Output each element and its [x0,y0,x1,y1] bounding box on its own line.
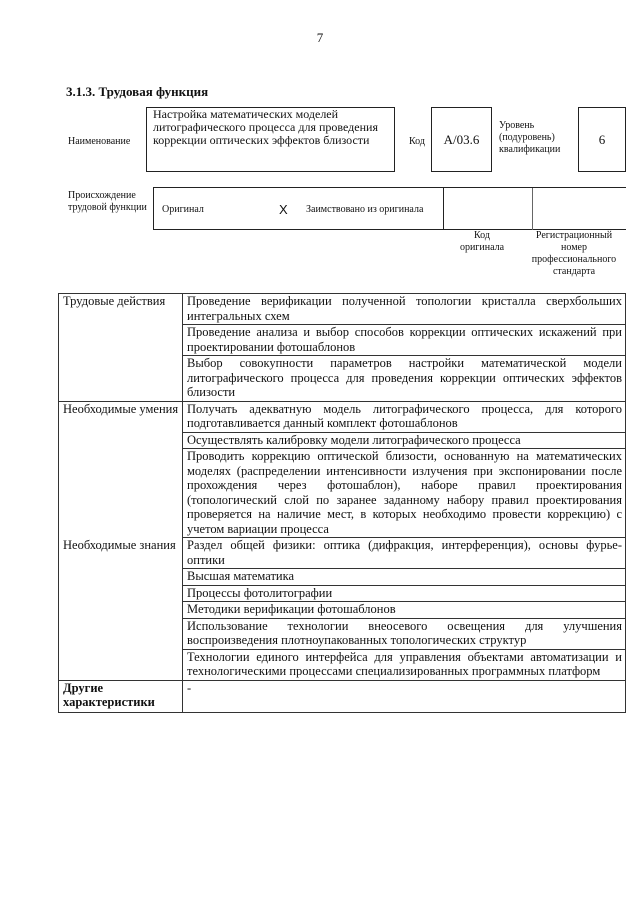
skill-item: Осуществлять калибровку модели литографического процесса [183,432,626,449]
skill-item: Проводить коррекцию оптической близости, основанную на математических моделях (распределении интенсивности излучения при экспонировании после прохождения через фотошаблон), наборе правил проектирования (топологический слой по заранее заданному набору правил проектирования проверяется на наличие мест, в которых необходимо провести коррекцию) с учетом вариации процесса [183,449,626,538]
function-details-table [58,293,626,713]
knowledge-item: Раздел общей физики: оптика (дифракция, интерференция), основы фурье-оптики [183,538,626,569]
knowledge-item: Технологии единого интерфейса для управления объектами автоматизации и технологическими процессами специализированных программных платформ [183,649,626,680]
other-characteristics-value: - [183,680,626,712]
table-row [59,680,626,712]
labor-action-item: Выбор совокупности параметров настройки математической модели литографического процесса для проведения коррекции оптических эффектов близости [183,356,626,402]
skills-label: Необходимые умения [59,401,183,538]
qualification-level-label: Уровень (подуровень) квалификации [499,120,561,155]
table-row [59,538,626,569]
name-label: Наименование [68,136,131,147]
section-title: 3.1.3. Трудовая функция [66,84,209,99]
qualification-level-box: 6 [578,107,626,172]
knowledge-label: Необходимые знания [59,538,183,681]
origin-original: Оригинал [162,204,204,215]
knowledge-item: Высшая математика [183,569,626,586]
other-characteristics-label: Другие характеристики [59,680,183,712]
origin-borrowed: Заимствовано из оригинала [306,204,424,215]
origin-label: Происхождение трудовой функции [68,190,147,213]
page-number: 7 [316,30,324,45]
code-value-box: A/03.6 [431,107,492,172]
origin-divider-faint [532,188,533,230]
labor-actions-label: Трудовые действия [59,294,183,402]
knowledge-item: Методики верификации фотошаблонов [183,602,626,619]
registration-number-caption: Регистрационный номер профессионального стандарта [531,230,617,277]
origin-divider [443,188,444,230]
table-row [59,294,626,325]
knowledge-item: Процессы фотолитографии [183,585,626,602]
labor-action-item: Проведение верификации полученной топологии кристалла сверхбольших интегральных схем [183,294,626,325]
code-original-caption: Код оригинала [459,230,505,253]
function-name-box: Настройка математических моделей литографического процесса для проведения коррекции оптических эффектов близости [146,107,395,172]
origin-check-mark: X [279,202,288,217]
table-row [59,401,626,432]
labor-action-item: Проведение анализа и выбор способов коррекции оптических искажений при проектировании фотошаблонов [183,325,626,356]
origin-row [153,187,626,230]
code-label: Код [409,136,425,147]
knowledge-item: Использование технологии внеосевого освещения для улучшения воспроизведения плотноупакованных топологических структур [183,618,626,649]
skill-item: Получать адекватную модель литографического процесса, для которого подготавливается данный комплект фотошаблонов [183,401,626,432]
